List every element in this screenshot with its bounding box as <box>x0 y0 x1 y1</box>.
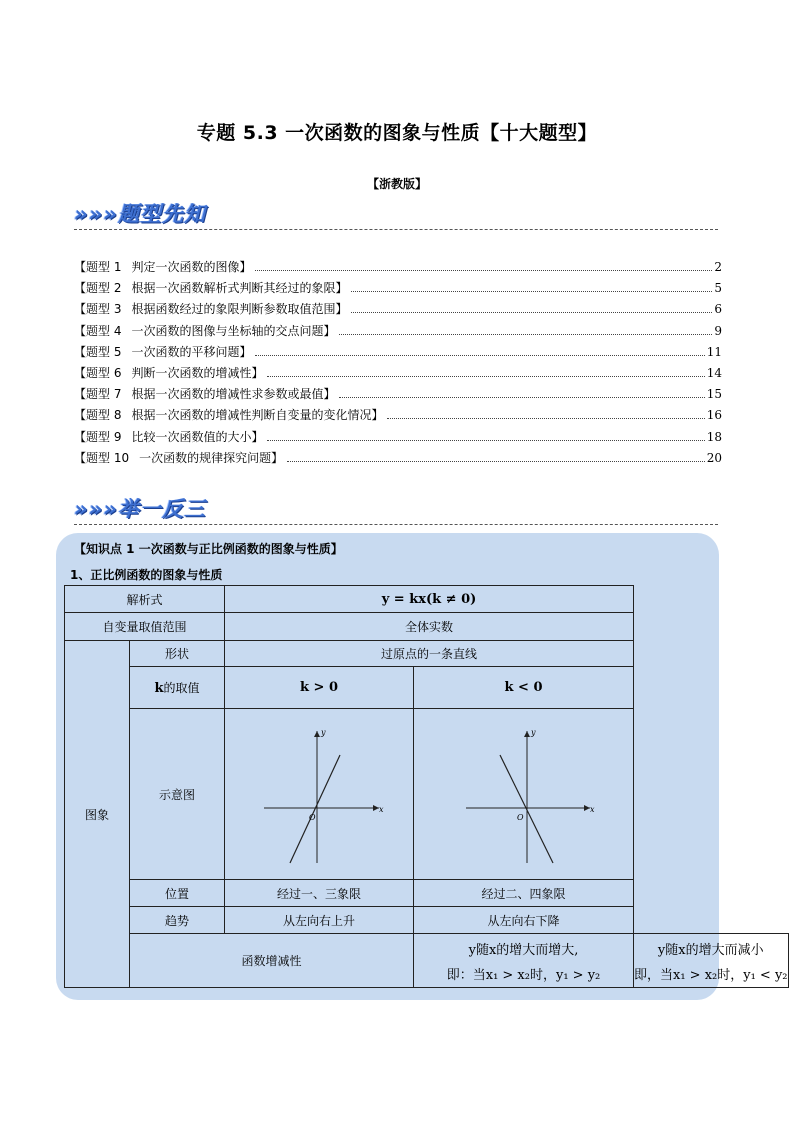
toc-page: 20 <box>706 450 722 465</box>
toc-page: 9 <box>714 323 722 338</box>
expr-label: 解析式 <box>65 586 225 613</box>
monotonic-negative-line1: y随x的增大而减小 <box>657 942 764 958</box>
section-header-practice <box>74 491 718 525</box>
graph-line <box>290 755 340 863</box>
k-negative: k < 0 <box>414 667 634 709</box>
section-divider <box>74 229 718 230</box>
toc-page: 15 <box>706 387 722 402</box>
position-negative: 经过二、四象限 <box>414 880 634 907</box>
toc-leader <box>267 439 704 441</box>
k-label-text: 的取值 <box>163 681 200 695</box>
toc-item[interactable] <box>74 300 722 321</box>
toc-page: 5 <box>714 281 722 296</box>
toc-leader <box>351 311 712 313</box>
position-positive: 经过一、三象限 <box>225 880 414 907</box>
toc-item[interactable] <box>74 385 722 406</box>
toc-leader <box>255 354 704 356</box>
toc-number: 【题型 7 <box>74 387 122 402</box>
section-title-practice: »»»举一反三 <box>74 497 206 521</box>
toc-item[interactable] <box>74 406 722 427</box>
toc-number: 【题型 5 <box>74 344 122 359</box>
monotonic-positive-line1: y随x的增大而增大, <box>468 942 579 958</box>
toc-number: 【题型 2 <box>74 281 122 296</box>
table-of-contents <box>74 258 722 470</box>
toc-text: 比较一次函数值的大小】 <box>131 429 264 444</box>
k-value-label <box>130 667 225 709</box>
y-axis-label: y <box>321 727 326 737</box>
expr-value: y = kx(k ≠ 0) <box>225 586 634 613</box>
page-title: 专题 5.3 一次函数的图象与性质【十大题型】 <box>196 122 598 144</box>
x-axis-label: x <box>589 804 595 814</box>
shape-value: 过原点的一条直线 <box>225 641 634 667</box>
toc-number: 【题型 3 <box>74 302 122 317</box>
toc-page: 18 <box>706 429 722 444</box>
image-label: 图象 <box>65 641 130 988</box>
domain-value: 全体实数 <box>225 613 634 641</box>
toc-leader <box>255 269 712 271</box>
toc-item[interactable] <box>74 449 722 470</box>
monotonic-positive-line2: 即：当x₁ > x₂时，y₁ > y₂ <box>446 967 601 983</box>
toc-text: 一次函数的平移问题】 <box>131 344 252 359</box>
sketch-negative <box>424 713 624 873</box>
edition-label: 【浙教版】 <box>366 177 427 191</box>
y-axis-arrow <box>314 731 320 737</box>
toc-item[interactable] <box>74 258 722 279</box>
toc-text: 根据一次函数的增减性求参数或最值】 <box>131 387 336 402</box>
trend-negative: 从左向右下降 <box>414 907 634 934</box>
section-header-preview <box>74 196 718 230</box>
toc-page: 6 <box>714 302 722 317</box>
toc-page: 2 <box>714 260 722 274</box>
toc-number: 【题型 4 <box>74 323 122 338</box>
toc-leader <box>267 375 704 377</box>
toc-leader <box>387 417 704 419</box>
toc-item[interactable] <box>74 364 722 385</box>
trend-positive: 从左向右上升 <box>225 907 414 934</box>
origin-label: O <box>516 812 524 822</box>
section-divider <box>74 524 718 525</box>
origin-label: O <box>309 812 316 822</box>
y-axis-arrow <box>524 731 530 737</box>
properties-table <box>64 585 789 988</box>
toc-text: 根据函数经过的象限判断参数取值范围】 <box>131 302 348 317</box>
shape-label: 形状 <box>130 641 225 667</box>
y-axis-label: y <box>530 727 536 737</box>
toc-number: 【题型 1 <box>74 260 122 274</box>
knowledge-point-title: 【知识点 1 一次函数与正比例函数的图象与性质】 <box>74 542 343 556</box>
knowledge-subtitle: 1、正比例函数的图象与性质 <box>70 568 223 582</box>
toc-number: 【题型 10 <box>74 450 130 465</box>
trend-label: 趋势 <box>130 907 225 934</box>
toc-number: 【题型 6 <box>74 365 122 380</box>
toc-leader <box>287 460 705 462</box>
position-label: 位置 <box>130 880 225 907</box>
toc-text: 根据一次函数的增减性判断自变量的变化情况】 <box>131 408 384 423</box>
domain-label: 自变量取值范围 <box>65 613 225 641</box>
section-title-preview: »»»题型先知 <box>74 202 206 226</box>
toc-item[interactable] <box>74 428 722 449</box>
toc-page: 14 <box>706 365 722 380</box>
k-symbol: k <box>154 681 164 696</box>
toc-text: 根据一次函数解析式判断其经过的象限】 <box>131 281 348 296</box>
k-positive: k > 0 <box>225 667 414 709</box>
toc-item[interactable] <box>74 279 722 300</box>
sketch-label: 示意图 <box>130 709 225 880</box>
sketch-positive-cell <box>225 709 414 880</box>
toc-text: 一次函数的图像与坐标轴的交点问题】 <box>131 323 336 338</box>
toc-text: 判定一次函数的图像】 <box>131 260 252 274</box>
toc-leader <box>339 396 704 398</box>
toc-page: 11 <box>706 344 722 359</box>
toc-text: 判断一次函数的增减性】 <box>131 365 264 380</box>
x-axis-label: x <box>379 804 384 814</box>
toc-item[interactable] <box>74 343 722 364</box>
toc-number: 【题型 9 <box>74 429 122 444</box>
toc-number: 【题型 8 <box>74 408 122 423</box>
monotonic-negative <box>634 934 789 988</box>
toc-leader <box>339 333 712 335</box>
monotonic-negative-line2: 即，当x₁ > x₂时，y₁ < y₂ <box>634 967 788 983</box>
monotonic-label: 函数增减性 <box>130 934 414 988</box>
toc-page: 16 <box>706 408 722 423</box>
toc-item[interactable] <box>74 322 722 343</box>
sketch-positive <box>229 713 409 873</box>
toc-text: 一次函数的规律探究问题】 <box>139 450 284 465</box>
monotonic-positive <box>414 934 634 988</box>
toc-leader <box>351 290 712 292</box>
sketch-negative-cell <box>414 709 634 880</box>
